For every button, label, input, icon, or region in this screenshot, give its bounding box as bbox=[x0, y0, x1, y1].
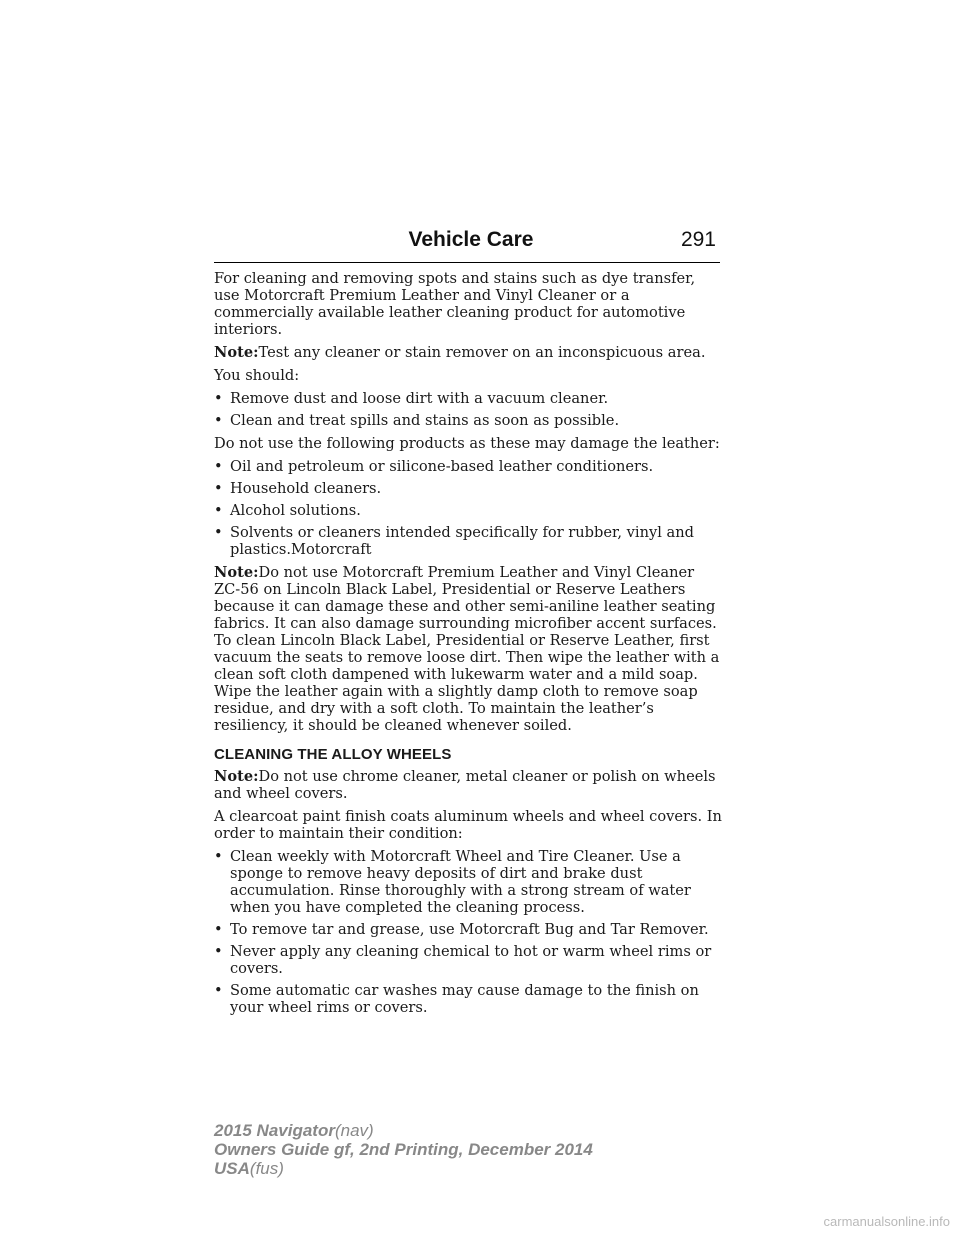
footer-model-code: (nav) bbox=[334, 1121, 374, 1140]
note-chrome-cleaner bbox=[214, 768, 724, 802]
list-item: • Some automatic car washes may cause damage to the finish on your wheel rims or covers. bbox=[214, 982, 724, 1016]
list-item: • Household cleaners. bbox=[214, 480, 724, 497]
list-item: • Clean and treat spills and stains as soon as possible. bbox=[214, 412, 724, 429]
page-header bbox=[214, 226, 720, 263]
list-item: • Remove dust and loose dirt with a vacuum cleaner. bbox=[214, 390, 724, 407]
footer-model: 2015 Navigator bbox=[214, 1121, 335, 1140]
note-text: Do not use chrome cleaner, metal cleaner or polish on wheels and wheel covers. bbox=[214, 768, 716, 802]
note-text: Test any cleaner or stain remover on an inconspicuous area. bbox=[258, 344, 706, 361]
do-not-use-list bbox=[214, 458, 724, 558]
footer-model-line bbox=[214, 1121, 593, 1140]
list-item: • Clean weekly with Motorcraft Wheel and Tire Cleaner. Use a sponge to remove heavy deposits of dirt and brake dust accumulation. Rinse thoroughly with a strong stream of water when you have completed the cleaning process. bbox=[214, 848, 724, 916]
footer-market-line bbox=[214, 1159, 593, 1178]
note-semi-aniline-leather bbox=[214, 564, 724, 734]
list-item: • Solvents or cleaners intended specifically for rubber, vinyl and plastics.Motorcraft bbox=[214, 524, 724, 558]
should-list bbox=[214, 390, 724, 429]
alloy-wheels-heading: CLEANING THE ALLOY WHEELS bbox=[214, 746, 452, 763]
page-number: 291 bbox=[680, 228, 716, 251]
page-content bbox=[214, 270, 724, 1022]
clearcoat-paragraph: A clearcoat paint finish coats aluminum wheels and wheel covers. In order to maintain their condition: bbox=[214, 808, 722, 842]
note-test-cleaner bbox=[214, 344, 724, 361]
watermark: carmanualsonline.info bbox=[823, 1214, 950, 1229]
note-label: Note: bbox=[214, 564, 259, 581]
list-item: • Oil and petroleum or silicone-based leather conditioners. bbox=[214, 458, 724, 475]
footer-market: USA bbox=[214, 1159, 250, 1178]
list-item: • Never apply any cleaning chemical to hot or warm wheel rims or covers. bbox=[214, 943, 724, 977]
wheel-care-list bbox=[214, 848, 724, 1016]
list-item: • Alcohol solutions. bbox=[214, 502, 724, 519]
you-should-label: You should: bbox=[214, 367, 300, 384]
footer-guide: Owners Guide gf, 2nd Printing, December 2014 bbox=[214, 1140, 593, 1159]
list-item: • To remove tar and grease, use Motorcraft Bug and Tar Remover. bbox=[214, 921, 724, 938]
section-title: Vehicle Care bbox=[408, 228, 534, 251]
intro-paragraph: For cleaning and removing spots and stains such as dye transfer, use Motorcraft Premium Leather and Vinyl Cleaner or a commercially available leather cleaning product for automotive interiors. bbox=[214, 270, 696, 338]
note-label: Note: bbox=[214, 768, 259, 785]
footer-market-code: (fus) bbox=[249, 1159, 284, 1178]
note-text: Do not use Motorcraft Premium Leather and Vinyl Cleaner ZC-56 on Lincoln Black Label, Presidential or Reserve Leathers because it can damage these and other semi-aniline leather seating fabrics. It can also damage surrounding microfiber accent surfaces. To clean Lincoln Black Label, Presidential or Reserve Leather, first vacuum the seats to remove loose dirt. Then wipe the leather with a clean soft cloth dampened with lukewarm water and a mild soap. Wipe the leather again with a slightly damp cloth to remove soap residue, and dry with a soft cloth. To maintain the leather’s resiliency, it should be cleaned whenever soiled. bbox=[214, 564, 720, 734]
note-label: Note: bbox=[214, 344, 259, 361]
do-not-use-label: Do not use the following products as these may damage the leather: bbox=[214, 435, 720, 452]
print-footer bbox=[214, 1121, 593, 1178]
